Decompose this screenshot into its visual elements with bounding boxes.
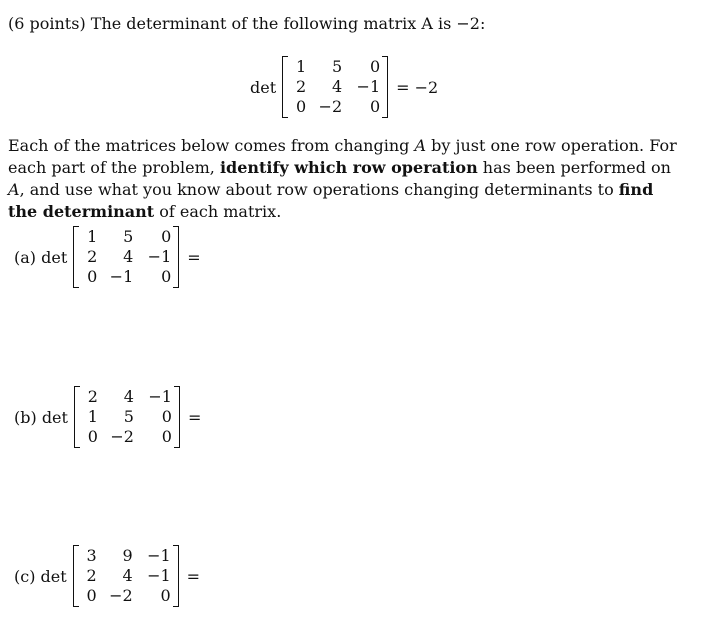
problem-header: (6 points) The determinant of the following matrix A is −2: bbox=[8, 14, 486, 33]
matrix-cell: 0 bbox=[369, 97, 381, 116]
matrix-cell: 5 bbox=[123, 407, 134, 426]
matrix-cell: 4 bbox=[123, 247, 134, 266]
matrix-cell: 2 bbox=[86, 566, 97, 585]
matrix-cell: 0 bbox=[87, 427, 98, 446]
matrix-cell: −1 bbox=[147, 247, 172, 266]
part-b-matrix bbox=[72, 386, 182, 448]
matrix-cell: 2 bbox=[87, 247, 98, 266]
bold-row-operation: identify which row operation bbox=[219, 158, 478, 177]
part-c-label: (c) det bbox=[14, 566, 67, 586]
given-determinant bbox=[250, 56, 438, 118]
matrix-cell: 1 bbox=[87, 227, 98, 246]
matrix-cell: −1 bbox=[147, 546, 171, 565]
matrix-cell: 1 bbox=[87, 407, 98, 426]
matrix-cell: −2 bbox=[110, 427, 134, 446]
matrix-cell: 9 bbox=[122, 546, 133, 565]
part-a-matrix bbox=[71, 226, 181, 288]
given-matrix bbox=[280, 56, 390, 118]
part-a bbox=[14, 226, 201, 288]
part-c-equals: = bbox=[186, 566, 201, 586]
matrix-cell: −1 bbox=[147, 566, 171, 585]
part-b bbox=[14, 386, 201, 448]
matrix-cell: 4 bbox=[123, 387, 134, 406]
matrix-cell: 0 bbox=[161, 267, 172, 286]
matrix-cell: −2 bbox=[109, 586, 133, 605]
matrix-cell: 0 bbox=[295, 97, 307, 116]
matrix-cell: 0 bbox=[161, 427, 172, 446]
matrix-cell: 0 bbox=[87, 267, 98, 286]
part-b-equals: = bbox=[187, 407, 202, 427]
matrix-cell: 5 bbox=[331, 57, 343, 76]
matrix-cell: 2 bbox=[87, 387, 98, 406]
matrix-cell: −2 bbox=[318, 97, 343, 116]
matrix-cell: 2 bbox=[295, 77, 307, 96]
matrix-cell: 4 bbox=[122, 566, 133, 585]
matrix-cell: 0 bbox=[86, 586, 97, 605]
part-b-label: (b) det bbox=[14, 407, 68, 427]
matrix-cell: 0 bbox=[160, 586, 171, 605]
matrix-cell: 4 bbox=[331, 77, 343, 96]
matrix-cell: 3 bbox=[86, 546, 97, 565]
given-result: = −2 bbox=[396, 77, 439, 97]
matrix-cell: −1 bbox=[356, 77, 381, 96]
part-a-label: (a) det bbox=[14, 247, 68, 267]
det-label: det bbox=[250, 77, 277, 97]
matrix-cell: 0 bbox=[161, 407, 172, 426]
matrix-cell: −1 bbox=[148, 387, 172, 406]
instructions-paragraph: Each of the matrices below comes from changing A by just one row operation. For each part of the problem, identify which row operation has been performed on A, and use what you know about row operations changing determinants to find the determinant of each matrix. bbox=[8, 136, 677, 221]
bold-find-determinant: find the determinant bbox=[8, 180, 654, 221]
matrix-cell: 0 bbox=[369, 57, 381, 76]
matrix-cell: 1 bbox=[295, 57, 307, 76]
matrix-cell: 5 bbox=[123, 227, 134, 246]
part-c-matrix bbox=[71, 545, 181, 607]
matrix-cell: 0 bbox=[161, 227, 172, 246]
part-c bbox=[14, 545, 200, 607]
part-a-equals: = bbox=[187, 247, 201, 267]
matrix-cell: −1 bbox=[109, 267, 134, 286]
